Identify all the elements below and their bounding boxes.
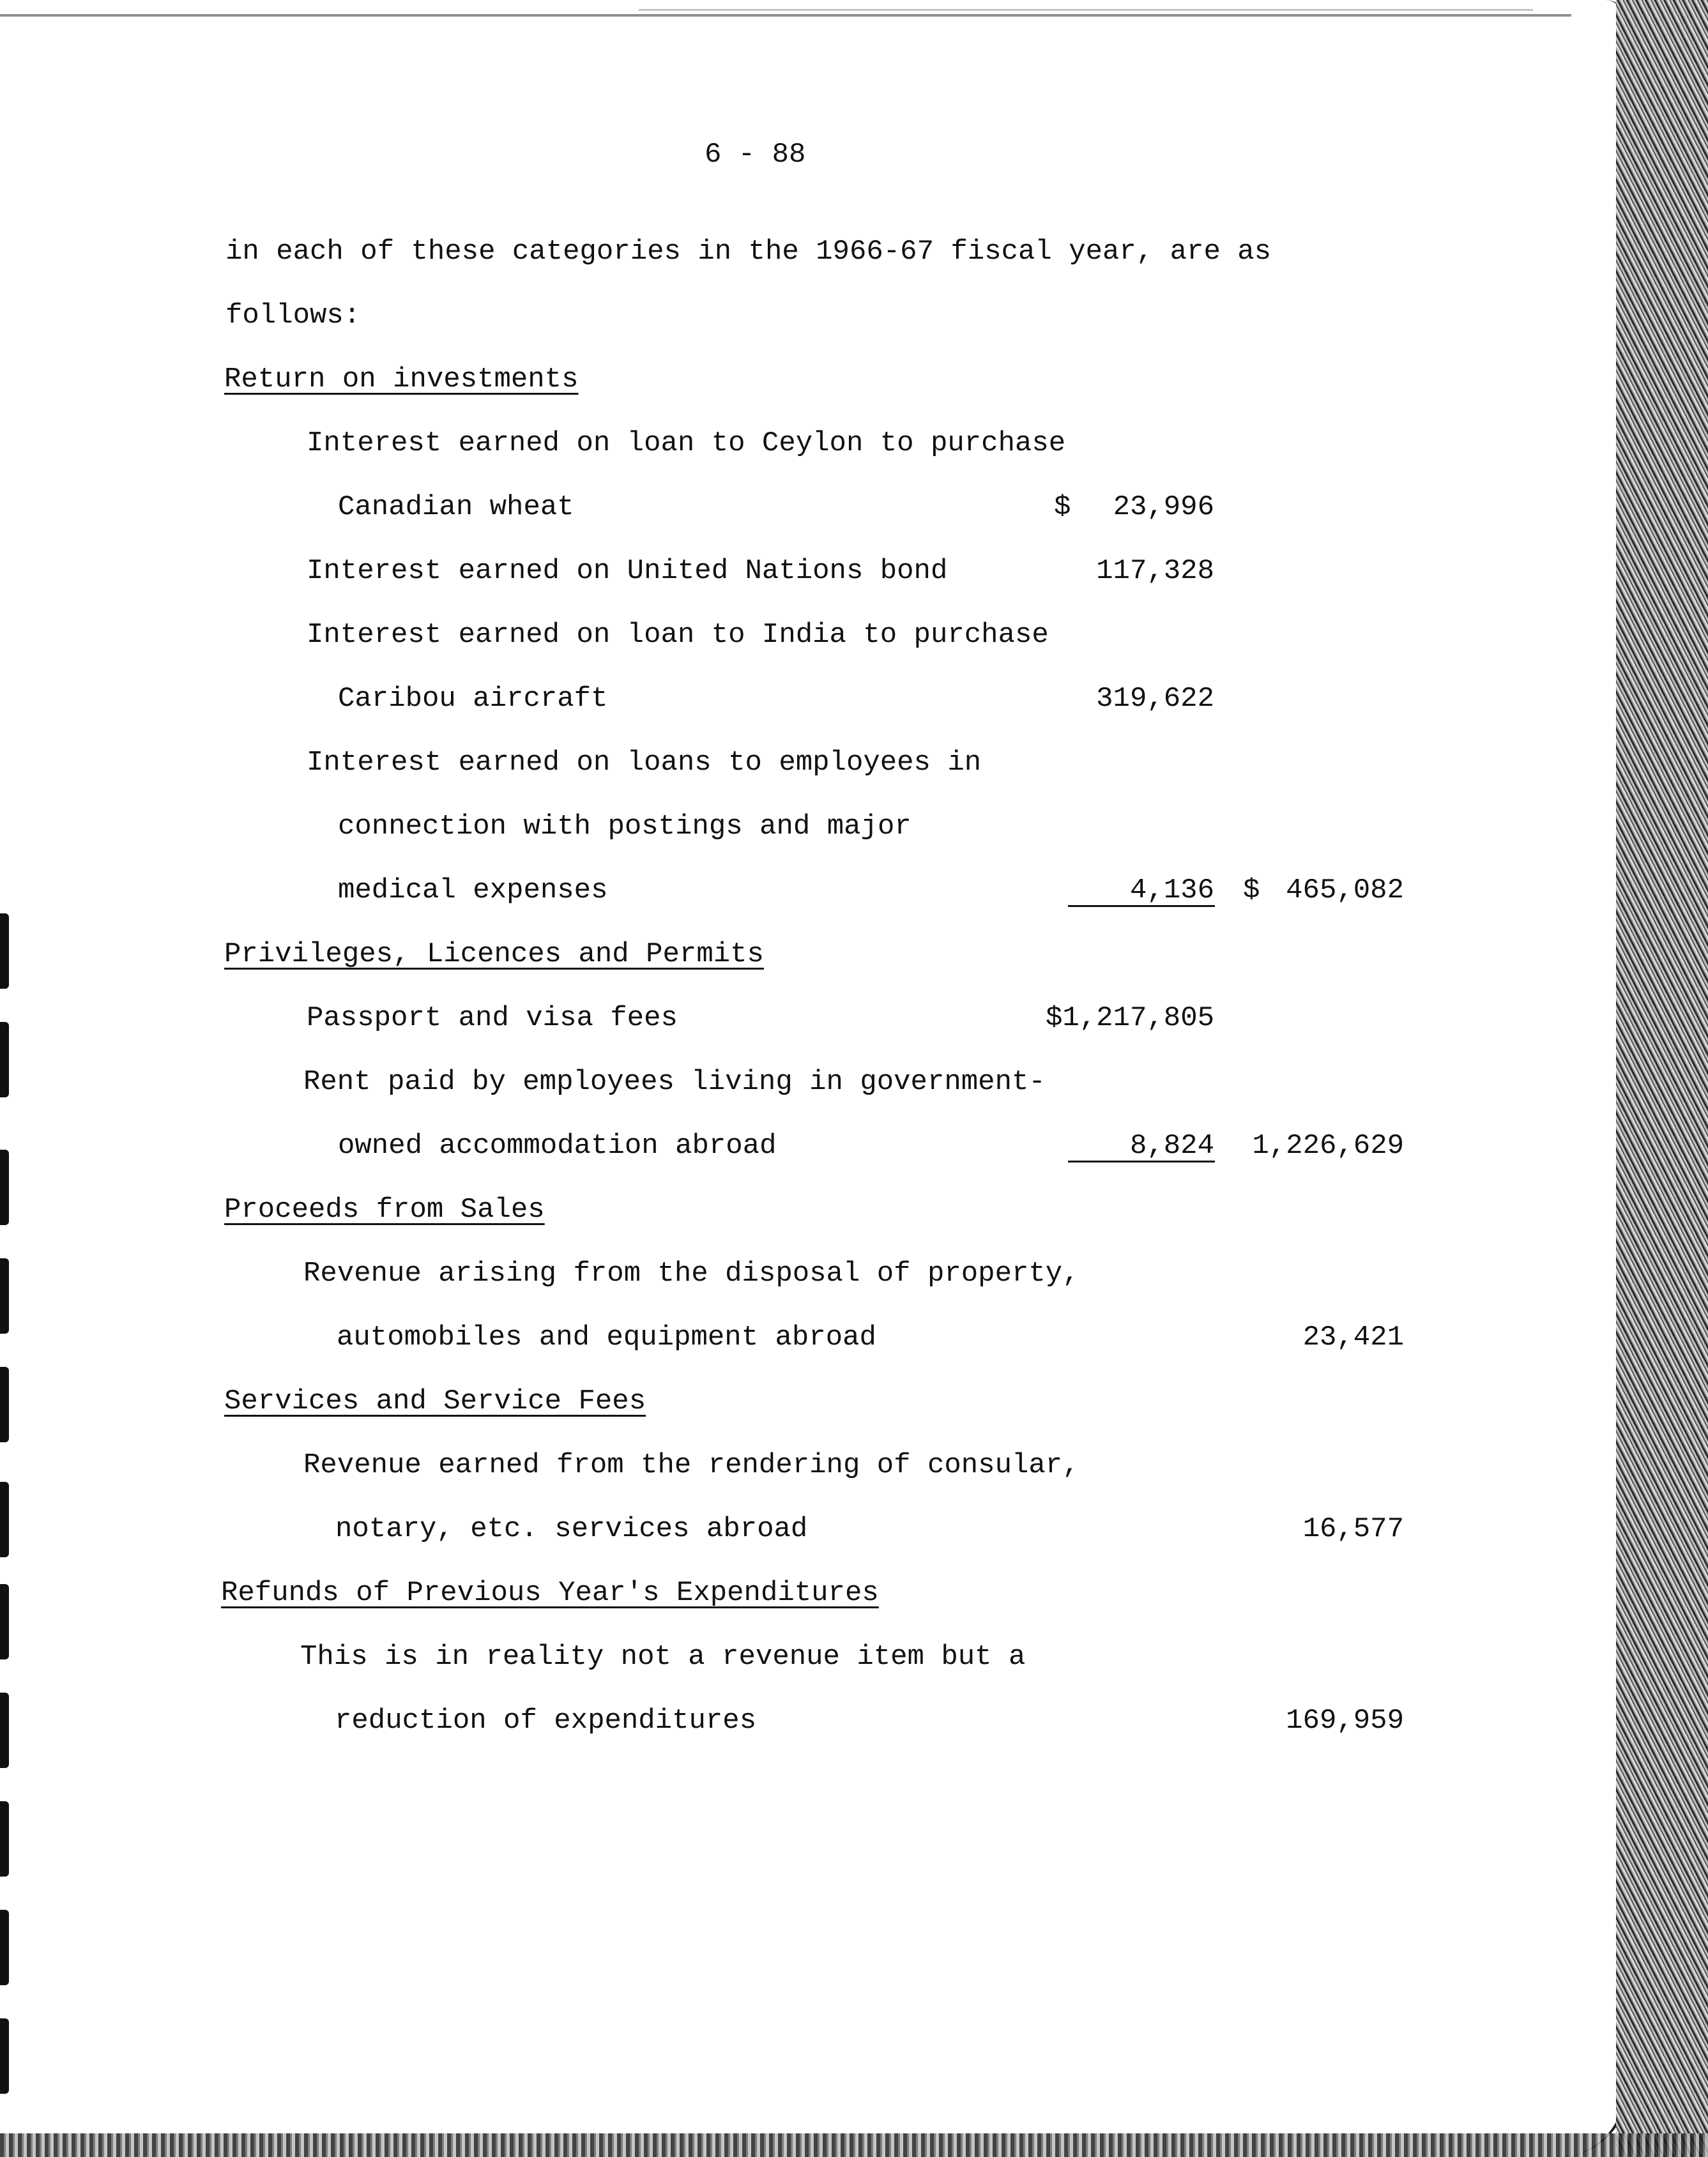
item-rent-line-1: Rent paid by employees living in government- [303,1066,1046,1098]
binding-mark [0,2018,9,2094]
binding-mark [0,1150,9,1225]
scan-top-edge-shadow [639,9,1533,11]
item-rent-line-2: owned accommodation abroad [338,1130,777,1162]
amount-passport-visa-fees: $1,217,805 [1045,1002,1214,1034]
amount-rent: 8,824 [1129,1130,1214,1162]
subtotal-rule [1068,905,1215,907]
item-ceylon-line-2: Canadian wheat [338,491,574,523]
item-consular-line-1: Revenue earned from the rendering of consular, [303,1449,1079,1481]
total-return-on-investments: 465,082 [1286,874,1404,906]
binding-mark [0,1584,9,1659]
amount-ceylon-wheat: 23,996 [1113,491,1214,523]
binding-mark [0,1258,9,1334]
item-employee-loans-line-3: medical expenses [338,874,608,906]
item-india-line-2: Caribou aircraft [338,683,608,715]
total-currency-sign: $ [1243,874,1260,906]
binding-mark [0,1022,9,1097]
item-india-line-1: Interest earned on loan to India to purchase [307,619,1049,651]
total-refunds-previous-year: 169,959 [1286,1705,1404,1737]
amount-caribou-aircraft: 319,622 [1096,683,1214,715]
scan-right-border [1616,0,1708,2157]
binding-mark [0,1693,9,1768]
intro-line-1: in each of these categories in the 1966-67 fiscal year, are as [225,236,1272,268]
total-proceeds-from-sales: 23,421 [1302,1322,1404,1353]
amount-un-bond: 117,328 [1096,555,1214,587]
item-ceylon-line-1: Interest earned on loan to Ceylon to purchase [307,427,1066,459]
amount-employee-loans: 4,136 [1129,874,1214,906]
item-disposal-line-2: automobiles and equipment abroad [337,1322,876,1353]
binding-mark [0,1367,9,1442]
scan-top-edge [0,14,1571,17]
item-passport-visa-fees: Passport and visa fees [307,1002,678,1034]
section-heading-services-and-service-fees: Services and Service Fees [224,1385,646,1417]
item-consular-line-2: notary, etc. services abroad [335,1513,808,1545]
scan-bottom-edge [0,2133,1708,2157]
binding-mark [0,1801,9,1877]
page-number: 6 - 88 [705,139,806,171]
section-heading-refunds-previous-year: Refunds of Previous Year's Expenditures [221,1577,879,1609]
binding-mark [0,1482,9,1557]
subtotal-rule [1068,1161,1215,1162]
binding-mark [0,913,9,989]
currency-sign: $ [1054,491,1071,523]
intro-line-2: follows: [225,300,361,332]
item-refunds-line-2: reduction of expenditures [335,1705,757,1737]
total-privileges-licences-permits: 1,226,629 [1252,1130,1404,1162]
item-employee-loans-line-2: connection with postings and major [338,811,911,842]
section-heading-proceeds-from-sales: Proceeds from Sales [224,1194,545,1226]
item-disposal-line-1: Revenue arising from the disposal of property, [303,1258,1079,1290]
binding-mark [0,1910,9,1985]
section-heading-return-on-investments: Return on investments [224,363,579,395]
item-un-bond: Interest earned on United Nations bond [307,555,948,587]
total-services-and-service-fees: 16,577 [1302,1513,1404,1545]
item-employee-loans-line-1: Interest earned on loans to employees in [307,747,982,779]
section-heading-privileges-licences-permits: Privileges, Licences and Permits [224,938,764,970]
item-refunds-line-1: This is in reality not a revenue item but a [300,1641,1026,1673]
